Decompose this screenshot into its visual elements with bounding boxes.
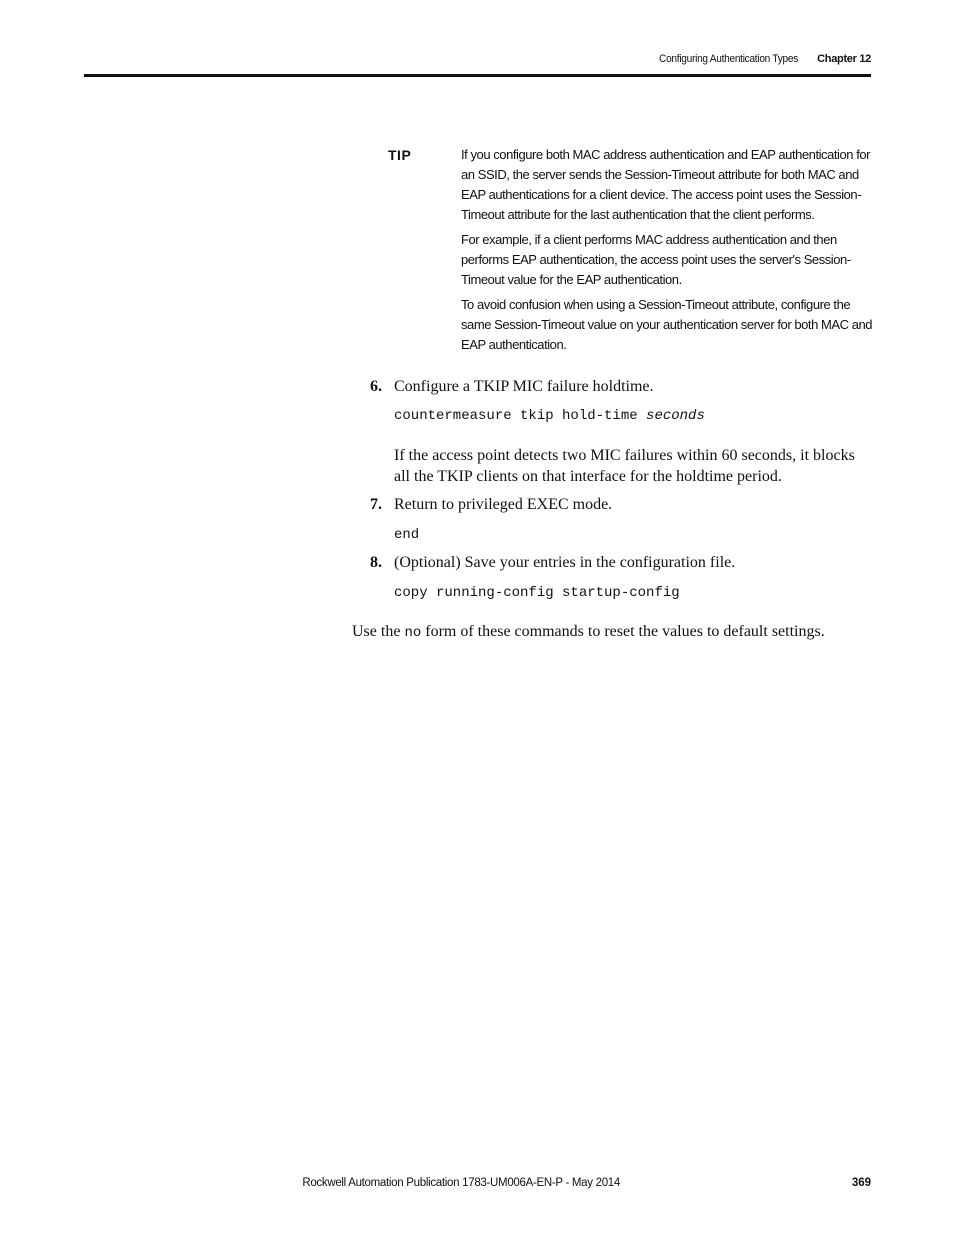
footer-publication: Rockwell Automation Publication 1783-UM006A-EN-P - May 2014 — [302, 1177, 620, 1189]
step-number: 6. — [370, 378, 382, 395]
header-rule — [84, 74, 871, 77]
code-command: copy running-config startup-config — [394, 585, 680, 601]
step-number: 7. — [370, 496, 382, 513]
step-text: (Optional) Save your entries in the configuration file. — [394, 554, 736, 571]
closing-paragraph — [352, 623, 825, 641]
command-argument: seconds — [646, 408, 705, 424]
step-text: Return to privileged EXEC mode. — [394, 496, 613, 513]
closing-keyword: no — [404, 625, 422, 641]
closing-text-after: form of these commands to reset the values to default settings. — [421, 623, 825, 640]
step-number: 8. — [370, 554, 382, 571]
tip-paragraph: For example, if a client performs MAC address authentication and then performs EAP authentication, the access point uses the server's Session-Timeout value for the EAP authentication. — [461, 232, 851, 287]
tip-paragraph: If you configure both MAC address authentication and EAP authentication for an SSID, the server sends the Session-Timeout attribute for both MAC and EAP authentications for a client device. The access point uses the Session-Timeout attribute for the last authentication that the client performs. — [461, 147, 871, 222]
step-text: Configure a TKIP MIC failure holdtime. — [394, 378, 654, 395]
running-header-section-title: Configuring Authentication Types — [659, 53, 798, 65]
page-number: 369 — [851, 1177, 871, 1189]
running-header-chapter: Chapter 12 — [817, 53, 871, 65]
command-keyword: countermeasure tkip hold-time — [394, 408, 638, 424]
step-note: If the access point detects two MIC failures within 60 seconds, it blocks all the TKIP clients on that interface for the holdtime period. — [394, 447, 855, 485]
closing-text-before: Use the — [352, 623, 405, 640]
code-command — [394, 408, 705, 424]
code-command: end — [394, 527, 420, 543]
tip-label: TIP — [388, 147, 412, 163]
tip-body — [461, 145, 873, 360]
tip-paragraph: To avoid confusion when using a Session-Timeout attribute, configure the same Session-Timeout value on your authentication server for both MAC and EAP authentication. — [461, 297, 873, 352]
